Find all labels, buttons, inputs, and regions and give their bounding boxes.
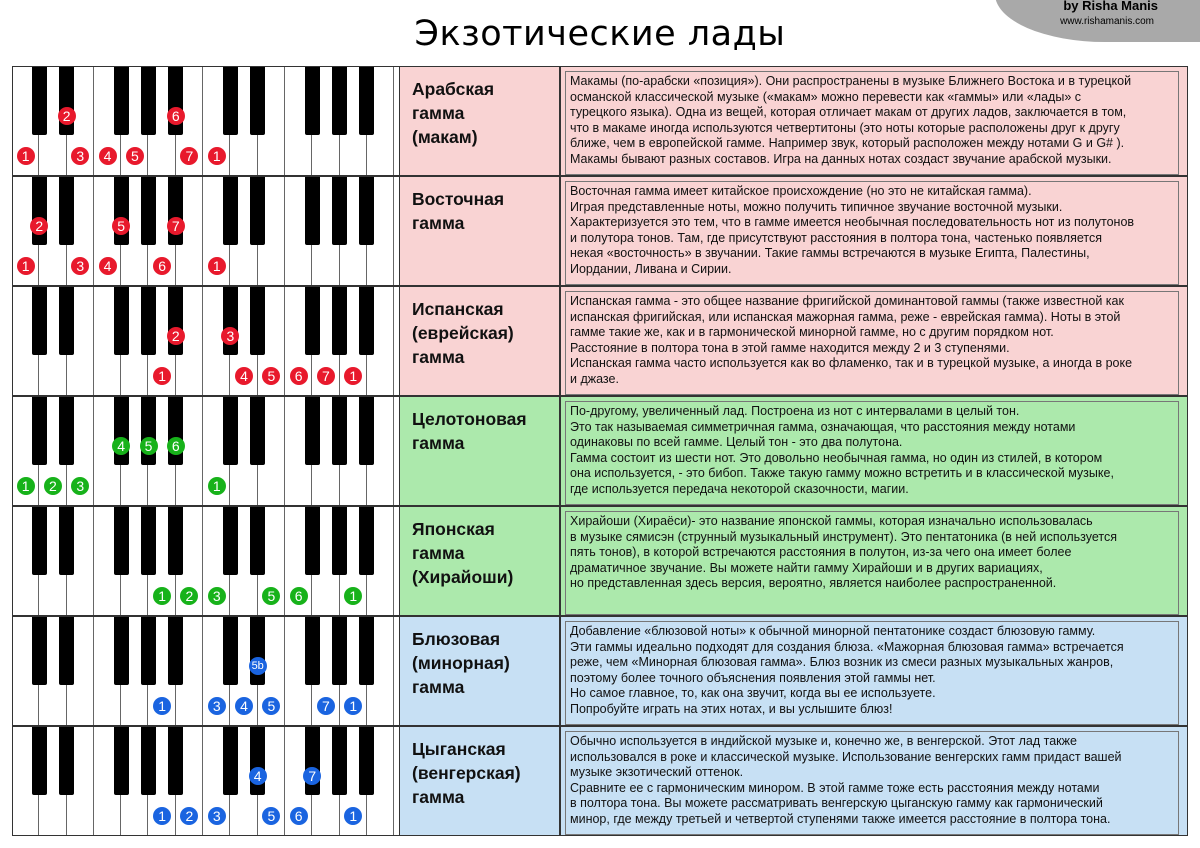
scale-description (560, 176, 1188, 286)
scale-degree-marker: 1 (344, 807, 362, 825)
scale-name-line: (венгерская) (412, 763, 521, 783)
scale-name-line: гамма (412, 433, 465, 453)
black-key (359, 617, 374, 685)
description-line: Сравните ее с гармоническим минором. В этой гамме тоже есть расстояния между нотами (570, 780, 1100, 795)
scale-name-line: гамма (412, 213, 465, 233)
description-line: По-другому, увеличенный лад. Построена из нот с интервалами в целый тон. (570, 404, 1020, 418)
black-key (168, 507, 183, 575)
scale-degree-marker: 6 (290, 807, 308, 825)
description-line: что в макаме иногда используются четвертитоны (это ноты которые расположены друг к другу (570, 120, 1120, 135)
scale-degree-marker: 4 (249, 767, 267, 785)
description-line: Обычно используется в индийской музыке и, конечно же, в венгерской. Этот лад также (570, 734, 1077, 748)
black-key (32, 67, 47, 135)
scale-name-line: (еврейская) (412, 323, 514, 343)
scale-row (12, 286, 1188, 396)
scale-degree-marker: 5 (262, 807, 280, 825)
scale-name-line: Цыганская (412, 739, 506, 759)
black-key (59, 287, 74, 355)
scale-degree-marker: 4 (235, 697, 253, 715)
black-key (114, 727, 129, 795)
scale-name-line: (минорная) (412, 653, 510, 673)
black-key (359, 507, 374, 575)
scale-name-line: Целотоновая (412, 409, 527, 429)
scale-name-line: Арабская (412, 79, 495, 99)
scale-degree-marker: 7 (317, 697, 335, 715)
black-key (223, 177, 238, 245)
description-line: Испанская гамма - это общее название фригийской доминантовой гаммы (также известной как (570, 294, 1124, 308)
description-line: османской классической музыке («макам» можно перевести как «гаммы» или «лады» с (570, 89, 1081, 104)
black-key (305, 397, 320, 465)
black-key (332, 507, 347, 575)
scale-degree-marker: 1 (208, 147, 226, 165)
black-key (359, 177, 374, 245)
black-key (223, 397, 238, 465)
description-line: и джазе. (570, 371, 619, 386)
scale-row (12, 396, 1188, 506)
black-key (223, 617, 238, 685)
scale-degree-marker: 1 (208, 257, 226, 275)
scale-degree-marker: 1 (17, 477, 35, 495)
description-line: Попробуйте играть на этих нотах, и вы услышите блюз! (570, 701, 893, 716)
description-line: где используется передача некоторой сказочности, магии. (570, 481, 909, 496)
scale-description (560, 726, 1188, 836)
description-line: минор, где между третьей и четвертой ступенями также имеется расстояние в полтора тона. (570, 811, 1111, 826)
scale-name-line: (Хирайоши) (412, 567, 514, 587)
black-key (32, 617, 47, 685)
scale-degree-marker: 1 (344, 697, 362, 715)
black-key (168, 727, 183, 795)
scale-degree-marker: 2 (180, 587, 198, 605)
black-key (305, 177, 320, 245)
black-key (332, 67, 347, 135)
scale-degree-marker: 1 (153, 587, 171, 605)
black-key (250, 507, 265, 575)
black-key (305, 287, 320, 355)
black-key (32, 507, 47, 575)
description-line: Восточная гамма имеет китайское происхождение (но это не китайская гамма). (570, 184, 1032, 198)
author-site: www.rishamanis.com (1060, 16, 1154, 27)
black-key (59, 397, 74, 465)
piano-keyboard (12, 616, 400, 726)
description-line: Играя представленные ноты, можно получить типичное звучание восточной музыки. (570, 199, 1063, 214)
black-key (223, 67, 238, 135)
piano-keyboard (12, 66, 400, 176)
scale-degree-marker: 6 (167, 107, 185, 125)
scale-degree-marker: 5b (249, 657, 267, 675)
page-title: Экзотические лады (414, 14, 786, 54)
black-key (250, 67, 265, 135)
scale-degree-marker: 7 (180, 147, 198, 165)
scale-degree-marker: 4 (112, 437, 130, 455)
scale-name-line: гамма (412, 787, 465, 807)
description-line: некая «восточность» в звучании. Такие гаммы встречаются в музыке Египта, Палестины, (570, 246, 1090, 261)
black-key (223, 507, 238, 575)
description-line: но представленная здесь версия, вероятно, является наиболее распространенной. (570, 576, 1057, 591)
scale-name (400, 506, 560, 616)
black-key (332, 617, 347, 685)
scale-degree-marker: 1 (344, 587, 362, 605)
black-key (141, 727, 156, 795)
black-key (59, 617, 74, 685)
scale-degree-marker: 5 (262, 587, 280, 605)
black-key (141, 507, 156, 575)
description-line: Гамма состоит из шести нот. Это довольно необычная гамма, но один из стилей, в котором (570, 450, 1103, 465)
description-line: в полтора тона. Вы можете рассматривать венгерскую цыганскую гамму как гармонический (570, 796, 1103, 811)
black-key (59, 727, 74, 795)
scale-degree-marker: 2 (167, 327, 185, 345)
description-line: использовался в роке и классической музыке. Использование венгерских гамм придаст вашей (570, 749, 1122, 764)
scale-degree-marker: 3 (208, 587, 226, 605)
black-key (32, 397, 47, 465)
black-key (223, 727, 238, 795)
black-key (250, 287, 265, 355)
black-key (250, 177, 265, 245)
scale-description (560, 506, 1188, 616)
scale-name-line: Японская (412, 519, 495, 539)
description-line: ближе, чем в европейской гамме. Например звук, который расположен между нотами G и G# ). (570, 136, 1125, 151)
scale-degree-marker: 5 (262, 367, 280, 385)
black-key (141, 67, 156, 135)
scale-name-line: Испанская (412, 299, 504, 319)
scale-degree-marker: 7 (167, 217, 185, 235)
scale-degree-marker: 1 (153, 807, 171, 825)
scale-row (12, 616, 1188, 726)
piano-keyboard (12, 726, 400, 836)
black-key (114, 617, 129, 685)
scale-degree-marker: 3 (71, 477, 89, 495)
black-key (359, 67, 374, 135)
scale-name-line: гамма (412, 103, 465, 123)
scale-degree-marker: 2 (180, 807, 198, 825)
black-key (332, 727, 347, 795)
piano-keyboard (12, 176, 400, 286)
description-line: Это так называемая симметричная гамма, означающая, что расстояния между нотами (570, 419, 1076, 434)
description-line: Эти гаммы идеально подходят для создания блюза. «Мажорная блюзовая гамма» встречается (570, 639, 1124, 654)
scale-degree-marker: 6 (290, 587, 308, 605)
scale-degree-marker: 6 (167, 437, 185, 455)
description-line: Макамы (по-арабски «позиция»). Они распространены в музыке Ближнего Востока и в турецкой (570, 74, 1132, 88)
scale-row (12, 66, 1188, 176)
scale-degree-marker: 4 (99, 147, 117, 165)
scale-name (400, 726, 560, 836)
description-line: реже, чем «Минорная блюзовая гамма». Блюз возник из смеси разных музыкальных жанров, (570, 655, 1114, 670)
description-line: музыке экзотический оттенок. (570, 765, 744, 780)
black-key (305, 67, 320, 135)
scale-description (560, 616, 1188, 726)
scale-degree-marker: 1 (208, 477, 226, 495)
description-line: Хирайоши (Хираёси)- это название японской гаммы, которая изначально использовалась (570, 514, 1093, 528)
scale-degree-marker: 6 (290, 367, 308, 385)
description-line: Характеризуется это тем, что в гамме имеется необычная последовательность нот из полутонов (570, 215, 1135, 230)
scale-name-line: гамма (412, 347, 465, 367)
description-line: Иордании, Ливана и Сирии. (570, 261, 732, 276)
scale-name (400, 176, 560, 286)
description-line: Расстояние в полтора тона в этой гамме находится между 2 и 3 ступенями. (570, 340, 1010, 355)
scale-name (400, 66, 560, 176)
scale-degree-marker: 3 (221, 327, 239, 345)
black-key (32, 727, 47, 795)
scale-name-line: Восточная (412, 189, 505, 209)
scale-name-line: (макам) (412, 127, 478, 147)
description-line: в музыке сямисэн (струнный музыкальный инструмент). Это пентатоника (в ней используется (570, 529, 1118, 544)
description-line: Макамы бывают разных составов. Игра на данных нотах создаст звучание арабской музыки. (570, 151, 1112, 166)
scale-row (12, 726, 1188, 836)
scale-name (400, 286, 560, 396)
scale-degree-marker: 2 (44, 477, 62, 495)
black-key (59, 507, 74, 575)
scale-degree-marker: 1 (17, 257, 35, 275)
black-key (359, 727, 374, 795)
scale-name-line: гамма (412, 543, 465, 563)
description-line: пять тонов), в которой встречаются расстояния в полутон, из-за чего она имеет более (570, 545, 1072, 560)
scale-degree-marker: 5 (126, 147, 144, 165)
scale-degree-marker: 5 (112, 217, 130, 235)
scale-degree-marker: 3 (208, 697, 226, 715)
scale-name (400, 396, 560, 506)
scale-degree-marker: 1 (153, 367, 171, 385)
black-key (332, 287, 347, 355)
scale-degree-marker: 1 (344, 367, 362, 385)
black-key (305, 507, 320, 575)
black-key (114, 287, 129, 355)
description-line: гамме такие же, как и в гармонической минорной гамме, но с другим порядком нот. (570, 325, 1054, 340)
scale-name-line: гамма (412, 677, 465, 697)
black-key (141, 177, 156, 245)
description-line: Добавление «блюзовой ноты» к обычной минорной пентатонике создаст блюзовую гамму. (570, 624, 1096, 638)
description-line: Но самое главное, то, как она звучит, когда вы ее используете. (570, 686, 936, 701)
scale-description (560, 396, 1188, 506)
black-key (141, 617, 156, 685)
black-key (114, 67, 129, 135)
scale-degree-marker: 2 (58, 107, 76, 125)
description-line: турецкого языка). Одна из вещей, которая отличает макам от других ладов, заключается в том, (570, 105, 1127, 120)
scale-degree-marker: 2 (30, 217, 48, 235)
scale-degree-marker: 1 (17, 147, 35, 165)
black-key (141, 287, 156, 355)
black-key (359, 287, 374, 355)
scales-table (12, 66, 1188, 834)
black-key (250, 397, 265, 465)
description-line: поэтому более точного объяснения появления этой гаммы нет. (570, 670, 936, 685)
black-key (305, 617, 320, 685)
scale-name (400, 616, 560, 726)
black-key (168, 617, 183, 685)
description-line: она используется, - это бибоп. Также такую гамму можно встретить и в классической музыке, (570, 466, 1114, 481)
scale-name-line: Блюзовая (412, 629, 501, 649)
scale-row (12, 506, 1188, 616)
scale-degree-marker: 3 (71, 147, 89, 165)
scale-degree-marker: 6 (153, 257, 171, 275)
scale-degree-marker: 5 (140, 437, 158, 455)
piano-keyboard (12, 396, 400, 506)
scale-degree-marker: 3 (208, 807, 226, 825)
scale-degree-marker: 5 (262, 697, 280, 715)
black-key (32, 287, 47, 355)
scale-degree-marker: 4 (235, 367, 253, 385)
black-key (59, 177, 74, 245)
author-name: by Risha Manis (1063, 0, 1158, 13)
black-key (359, 397, 374, 465)
description-line: и полутора тонов. Там, где присутствуют расстояния в полтора тона, частенько появляется (570, 230, 1102, 245)
description-line: испанская фригийская, или испанская мажорная гамма, реже - еврейская гамма). Ноты в этой (570, 309, 1121, 324)
black-key (332, 397, 347, 465)
piano-keyboard (12, 506, 400, 616)
scale-description (560, 286, 1188, 396)
scale-degree-marker: 7 (317, 367, 335, 385)
description-line: одинаковы по всей гамме. Целый тон - это два полутона. (570, 435, 903, 450)
scale-degree-marker: 1 (153, 697, 171, 715)
description-line: драматичное звучание. Вы можете найти гамму Хирайоши и в других вариациях, (570, 560, 1043, 575)
piano-keyboard (12, 286, 400, 396)
scale-row (12, 176, 1188, 286)
scale-degree-marker: 7 (303, 767, 321, 785)
black-key (114, 507, 129, 575)
black-key (332, 177, 347, 245)
scale-degree-marker: 4 (99, 257, 117, 275)
scale-degree-marker: 3 (71, 257, 89, 275)
description-line: Испанская гамма часто используется как во фламенко, так и в турецкой музыке, а иногда в роке (570, 356, 1133, 371)
scale-description (560, 66, 1188, 176)
